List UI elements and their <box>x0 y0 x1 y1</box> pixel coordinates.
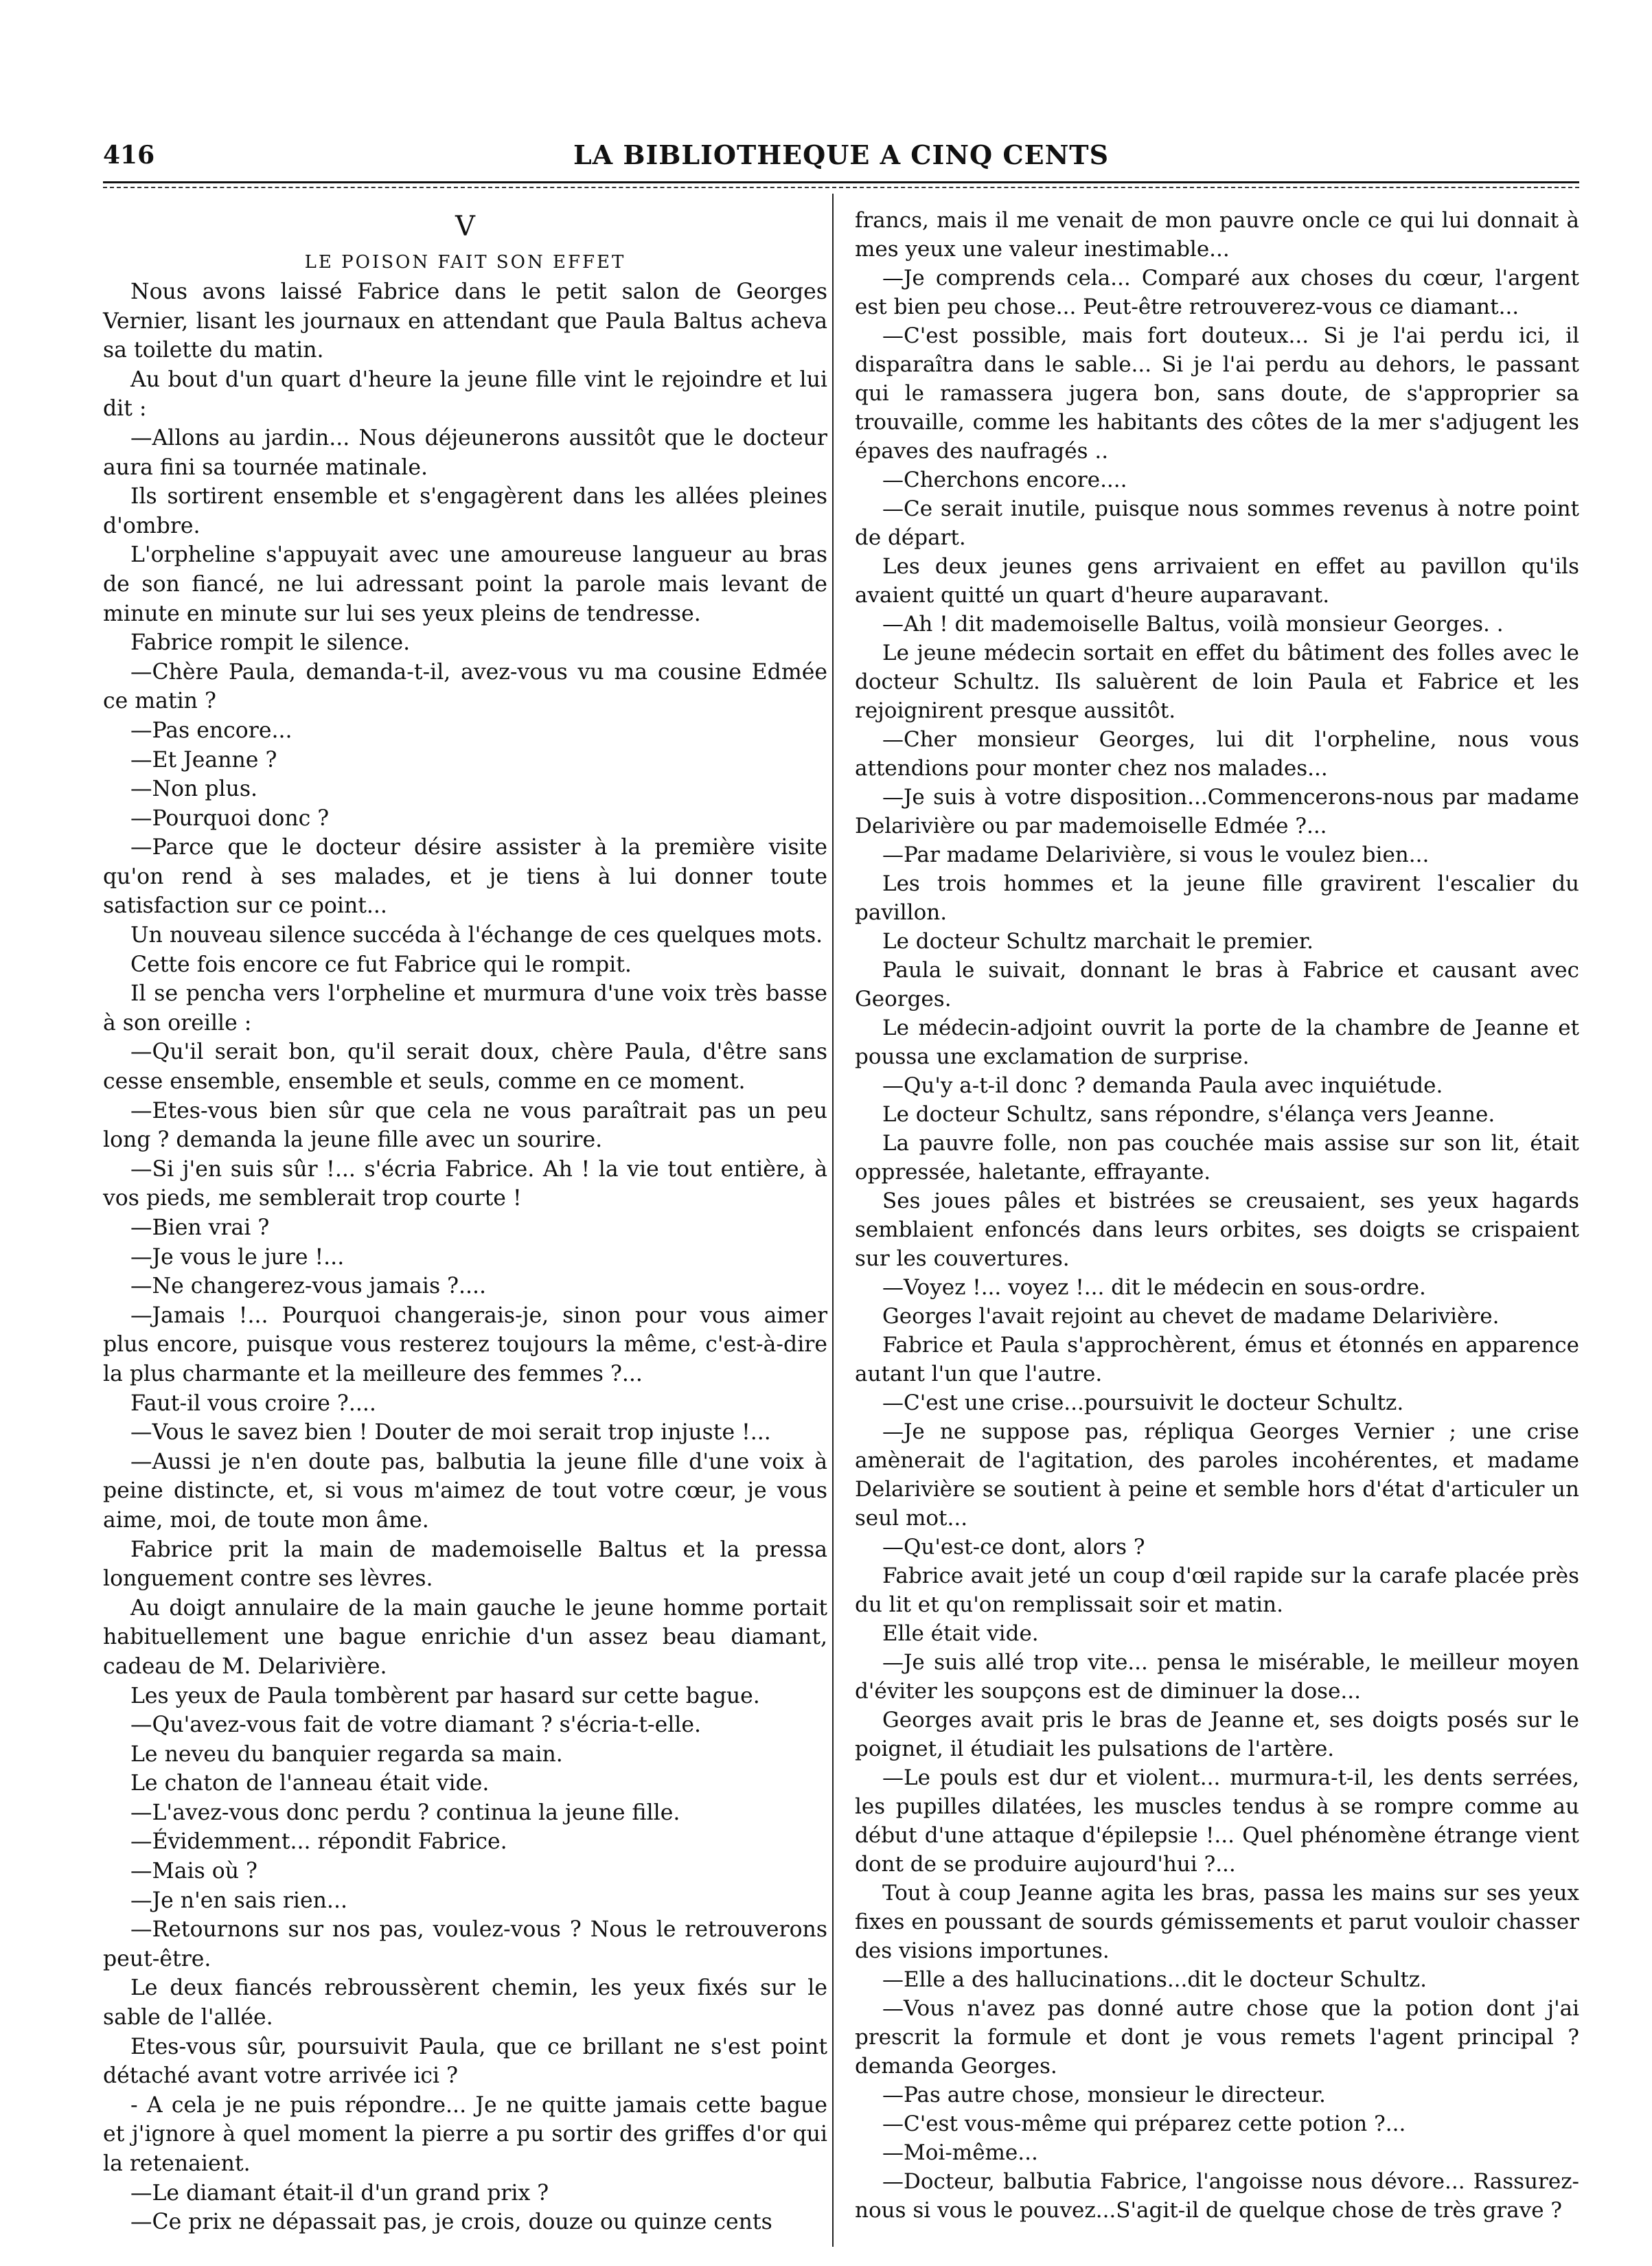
paragraph: —Je ne suppose pas, répliqua Georges Vernier ; une crise amènerait de l'agitation, des paroles incohérentes, et madame Delarivière se soutient à peine et semble hors d'état d'articuler un seul mot... <box>855 1419 1579 1531</box>
paragraph: Fabrice et Paula s'approchèrent, émus et étonnés en apparence autant l'un que l'autre. <box>855 1333 1579 1386</box>
paragraph: —Ce serait inutile, puisque nous sommes revenus à notre point de départ. <box>855 496 1579 550</box>
paragraph: Fabrice avait jeté un coup d'œil rapide sur la carafe placée près du lit et qu'on remplissait soir et matin. <box>855 1564 1579 1617</box>
paragraph: —Pourquoi donc ? <box>130 805 330 831</box>
paragraph: —Évidemment... répondit Fabrice. <box>130 1829 507 1855</box>
paragraph: —Qu'y a-t-il donc ? demanda Paula avec inquiétude. <box>882 1073 1443 1098</box>
paragraph: Tout à coup Jeanne agita les bras, passa les mains sur ses yeux fixes en poussant de sourds gémissements et parut vouloir chasser des visions importunes. <box>855 1881 1579 1963</box>
paragraph: —Je vous le jure !... <box>130 1244 345 1270</box>
paragraph: Faut-il vous croire ?.... <box>130 1390 376 1416</box>
paragraph: —Je n'en sais rien... <box>130 1888 347 1913</box>
paragraph: —Allons au jardin... Nous déjeunerons aussitôt que le docteur aura fini sa tournée matinale. <box>103 425 827 480</box>
column-divider <box>832 194 834 2247</box>
paragraph: —Et Jeanne ? <box>130 747 277 772</box>
paragraph: Nous avons laissé Fabrice dans le petit salon de Georges Vernier, lisant les journaux en attendant que Paula Baltus acheva sa toilette du matin. <box>103 279 827 363</box>
left-column <box>103 206 827 2237</box>
paragraph: Le jeune médecin sortait en effet du bâtiment des folles avec le docteur Schultz. Ils saluèrent de loin Paula et Fabrice et les rejoignirent presque aussitôt. <box>855 641 1579 723</box>
paragraph: —Ah ! dit mademoiselle Baltus, voilà monsieur Georges. . <box>882 612 1504 637</box>
running-title: LA BIBLIOTHEQUE A CINQ CENTS <box>573 139 1110 170</box>
header-dashed-rule <box>103 187 1579 188</box>
header-rule <box>103 181 1579 183</box>
paragraph: —L'avez-vous donc perdu ? continua la jeune fille. <box>130 1800 680 1825</box>
paragraph: Les trois hommes et la jeune fille gravirent l'escalier du pavillon. <box>855 871 1579 925</box>
paragraph: - A cela je ne puis répondre... Je ne quitte jamais cette bague et j'ignore à quel moment la pierre a pu sortir des griffes d'or qui la retenaient. <box>103 2092 827 2176</box>
paragraph: Elle était vide. <box>882 1621 1039 1646</box>
paragraph: —Cherchons encore.... <box>882 468 1127 492</box>
paragraph: —Elle a des hallucinations...dit le docteur Schultz. <box>882 1967 1427 1992</box>
paragraph: —Pas encore... <box>130 718 292 743</box>
paragraph: —Etes-vous bien sûr que cela ne vous paraîtrait pas un peu long ? demanda la jeune fille avec un sourire. <box>103 1098 827 1153</box>
paragraph: Paula le suivait, donnant le bras à Fabrice et causant avec Georges. <box>855 958 1579 1011</box>
paragraph: —Moi-même... <box>882 2140 1038 2165</box>
paragraph: —Le diamant était-il d'un grand prix ? <box>130 2180 549 2206</box>
paragraph: Ils sortirent ensemble et s'engagèrent dans les allées pleines d'ombre. <box>103 484 827 538</box>
paragraph: Fabrice prit la main de mademoiselle Baltus et la pressa longuement contre ses lèvres. <box>103 1537 827 1592</box>
paragraph: —Parce que le docteur désire assister à la première visite qu'on rend à ses malades, et je tiens à lui donner toute satisfaction sur ce point... <box>103 835 827 919</box>
paragraph: —Par madame Delarivière, si vous le voulez bien... <box>882 843 1430 867</box>
paragraph: —Mais où ? <box>130 1859 257 1884</box>
paragraph: Le deux fiancés rebroussèrent chemin, les yeux fixés sur le sable de l'allée. <box>103 1976 827 2030</box>
paragraph: Georges l'avait rejoint au chevet de madame Delarivière. <box>882 1304 1500 1329</box>
paragraph: Ses joues pâles et bistrées se creusaient, ses yeux hagards semblaient enfoncés dans leurs orbites, ses doigts se crispaient sur les couvertures. <box>855 1189 1579 1271</box>
paragraph: —C'est une crise...poursuivit le docteur Schultz. <box>882 1390 1404 1415</box>
paragraph: —Le pouls est dur et violent... murmura-t-il, les dents serrées, les pupilles dilatées, les muscles tendus à se rompre comme au début d'une attaque d'épilepsie !... Quel phénomène étrange vient dont de se produire aujourd'hui ?... <box>855 1765 1579 1877</box>
paragraph: —C'est vous-même qui préparez cette potion ?... <box>882 2112 1406 2136</box>
paragraph: La pauvre folle, non pas couchée mais assise sur son lit, était oppressée, haletante, effrayante. <box>855 1131 1579 1184</box>
paragraph: —Jamais !... Pourquoi changerais-je, sinon pour vous aimer plus encore, puisque vous resterez toujours la même, c'est-à-dire la plus charmante et la meilleure des femmes ?... <box>103 1303 827 1386</box>
paragraph: Au bout d'un quart d'heure la jeune fille vint le rejoindre et lui dit : <box>103 367 827 422</box>
paragraph: Fabrice rompit le silence. <box>130 630 411 656</box>
paragraph: —Voyez !... voyez !... dit le médecin en sous-ordre. <box>882 1275 1426 1300</box>
paragraph: —Cher monsieur Georges, lui dit l'orpheline, nous vous attendions pour monter chez nos malades... <box>855 727 1579 781</box>
paragraph: —C'est possible, mais fort douteux... Si je l'ai perdu ici, il disparaîtra dans le sable... Si je l'ai perdu au dehors, le passant qui le ramassera jugera bon, sans doute, de s'approprier sa trouvaille, comme les habitants des côtes de la mer s'adjugent les épaves des naufragés .. <box>855 323 1579 464</box>
paragraph: Georges avait pris le bras de Jeanne et, ses doigts posés sur le poignet, il étudiait les pulsations de l'artère. <box>855 1708 1579 1761</box>
paragraph: —Chère Paula, demanda-t-il, avez-vous vu ma cousine Edmée ce matin ? <box>103 659 827 714</box>
paragraph: Le neveu du banquier regarda sa main. <box>130 1741 563 1767</box>
paragraph: Etes-vous sûr, poursuivit Paula, que ce brillant ne s'est point détaché avant votre arrivée ici ? <box>103 2034 827 2089</box>
page-header <box>103 136 1579 174</box>
paragraph: —Vous n'avez pas donné autre chose que la potion dont j'ai prescrit la formule et dont je vous remets l'agent principal ? demanda Georges. <box>855 1996 1579 2079</box>
paragraph: —Retournons sur nos pas, voulez-vous ? Nous le retrouverons peut-être. <box>103 1917 827 1971</box>
paragraph: Les deux jeunes gens arrivaient en effet au pavillon qu'ils avaient quitté un quart d'heure auparavant. <box>855 554 1579 608</box>
paragraph: —Aussi je n'en doute pas, balbutia la jeune fille d'une voix à peine distincte, et, si vous m'aimez de tout votre cœur, je vous aime, moi, de toute mon âme. <box>103 1449 827 1533</box>
page-number: 416 <box>103 141 155 170</box>
paragraph: Les yeux de Paula tombèrent par hasard sur cette bague. <box>130 1683 760 1708</box>
paragraph: —Je comprends cela... Comparé aux choses du cœur, l'argent est bien peu chose... Peut-être retrouverez-vous ce diamant... <box>855 266 1579 319</box>
paragraph: —Bien vrai ? <box>130 1215 270 1240</box>
paragraph: Au doigt annulaire de la main gauche le jeune homme portait habituellement une bague enrichie d'un assez beau diamant, cadeau de M. Delarivière. <box>103 1595 827 1679</box>
paragraph: francs, mais il me venait de mon pauvre oncle ce qui lui donnait à mes yeux une valeur inestimable... <box>855 208 1579 262</box>
paragraph: —Vous le savez bien ! Douter de moi serait trop injuste !... <box>130 1420 771 1445</box>
paragraph: —Je suis à votre disposition...Commencerons-nous par madame Delarivière ou par mademoiselle Edmée ?... <box>855 785 1579 838</box>
paragraph: Un nouveau silence succéda à l'échange de ces quelques mots. <box>130 923 823 948</box>
chapter-number: V <box>455 211 475 242</box>
paragraph: Le médecin-adjoint ouvrit la porte de la chambre de Jeanne et poussa une exclamation de surprise. <box>855 1016 1579 1069</box>
paragraph: —Pas autre chose, monsieur le directeur. <box>882 2083 1326 2107</box>
paragraph: —Ne changerez-vous jamais ?.... <box>130 1274 487 1299</box>
paragraph: —Je suis allé trop vite... pensa le misérable, le meilleur moyen d'éviter les soupçons est de diminuer la dose... <box>855 1650 1579 1704</box>
paragraph: Le chaton de l'anneau était vide. <box>130 1771 490 1796</box>
paragraph: —Qu'avez-vous fait de votre diamant ? s'écria-t-elle. <box>130 1713 702 1738</box>
paragraph: —Qu'est-ce dont, alors ? <box>882 1535 1145 1559</box>
paragraph: L'orpheline s'appuyait avec une amoureuse langueur au bras de son fiancé, ne lui adressant point la parole mais levant de minute en minute sur lui ses yeux pleins de tendresse. <box>103 542 827 626</box>
paragraph: Le docteur Schultz marchait le premier. <box>882 929 1313 954</box>
paragraph: —Docteur, balbutia Fabrice, l'angoisse nous dévore... Rassurez-nous si vous le pouvez...S'agit-il de quelque chose de très grave ? <box>855 2169 1579 2223</box>
chapter-title: LE POISON FAIT SON EFFET <box>304 252 626 273</box>
paragraph: Le docteur Schultz, sans répondre, s'élança vers Jeanne. <box>882 1102 1495 1127</box>
paragraph: —Non plus. <box>130 777 258 802</box>
paragraph: —Si j'en suis sûr !... s'écria Fabrice. Ah ! la vie tout entière, à vos pieds, me semblerait trop courte ! <box>103 1156 827 1211</box>
paragraph: —Ce prix ne dépassait pas, je crois, douze ou quinze cents <box>130 2210 772 2235</box>
paragraph: —Qu'il serait bon, qu'il serait doux, chère Paula, d'être sans cesse ensemble, ensemble et seuls, comme en ce moment. <box>103 1040 827 1095</box>
right-column <box>855 206 1579 2225</box>
paragraph: Cette fois encore ce fut Fabrice qui le rompit. <box>130 952 632 977</box>
paragraph: Il se pencha vers l'orpheline et murmura d'une voix très basse à son oreille : <box>103 981 827 1035</box>
